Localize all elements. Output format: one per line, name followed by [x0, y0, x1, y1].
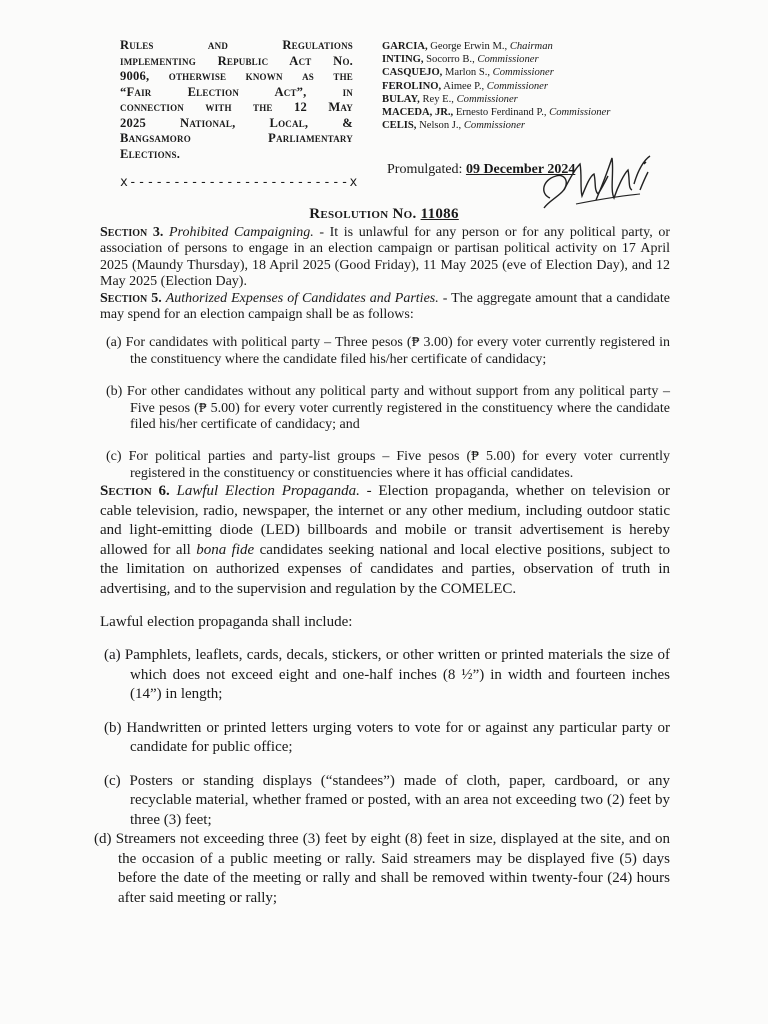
lawful-propaganda-intro: Lawful election propaganda shall include: — [100, 614, 353, 631]
section-5-paragraph: Section 5. Authorized Expenses of Candidates and Parties. - The aggregate amount that a candidate may spend for an election campaign shall be as follows: — [100, 290, 670, 323]
section-5-item-b: (b) For other candidates without any political party and without support from any political party – Five pesos (₱ 5.00) for every voter currently registered in the constituency where the candidate filed his/her certificate of candidacy; and — [106, 384, 670, 433]
title-line: 9006, otherwise known as the — [120, 69, 353, 83]
title-separator: x-------------------------x — [120, 175, 359, 190]
resolution-number: 11086 — [420, 206, 459, 222]
title-line: Rules and Regulations — [120, 38, 353, 52]
section-6-item-a: (a) Pamphlets, leaflets, cards, decals, stickers, or other written or printed materials the size of which does not exceed eight and one-half inches (8 ½”) in width and fourteen inches (14”) in length; — [104, 647, 670, 703]
resolution-heading — [0, 206, 768, 223]
section-6-item-b: (b) Handwritten or printed letters urging voters to vote for or against any particular party or candidate for public office; — [104, 719, 670, 756]
promulgated-date: 09 December 2024 — [465, 162, 576, 177]
commissioner-entry: MACEDA, JR., Ernesto Ferdinand P., Commissioner — [382, 107, 611, 119]
section-6-item-d: (d) Streamers not exceeding three (3) feet by eight (8) feet in size, displayed at the site, and on the occasion of a public meeting or rally. Said streamers may be displayed five (5) days before the date of the meeting or rally and shall be removed within twenty-four (24) hours after said meeting or rally; — [94, 831, 670, 906]
section-6-paragraph: Section 6. Lawful Election Propaganda. - Election propaganda, whether on television or cable television, radio, newspaper, the internet or any other medium, including outdoor static and light-emitting diode (LED) billboards and mobile or transit advertisement is hereby allowed for all bona fide candidates seeking national and local elective positions, subject to the limitation on authorized expenses of candidates and parties, observation of truth in advertising, and to the supervision and regulation by the COMELEC. — [100, 483, 671, 597]
title-line: 2025 National, Local, & — [120, 115, 353, 130]
commissioner-entry: CASQUEJO, Marlon S., Commissioner — [382, 67, 554, 79]
section-3-paragraph: Section 3. Prohibited Campaigning. - It is unlawful for any person or for any political party, or association of persons to engage in an election campaign or partisan political activity on 17 April 2025 (Maundy Thursday), 18 April 2025 (Good Friday), 11 May 2025 (eve of Election Day), and 12 May 2025 (Election Day). — [100, 225, 671, 290]
section-5-item-c: (c) For political parties and party-list groups – Five pesos (₱ 5.00) for every voter currently registered in the constituency or constituencies where it has official candidates. — [106, 449, 670, 481]
commissioner-entry: GARCIA, George Erwin M., Chairman — [382, 41, 553, 52]
promulgated-label: Promulgated: — [387, 162, 466, 177]
title-line: Bangsamoro Parliamentary — [120, 131, 353, 145]
document-title-block — [120, 38, 353, 162]
commissioners-list — [382, 40, 712, 132]
section-5-item-a: (a) For candidates with political party – Three pesos (₱ 3.00) for every voter currently registered in the constituency where the candidate filed his/her certificate of candidacy; — [106, 335, 670, 367]
signature-icon — [536, 150, 666, 214]
title-line: “Fair Election Act”, in — [120, 84, 353, 99]
commissioner-entry: INTING, Socorro B., Commissioner — [382, 54, 539, 66]
commissioner-entry: BULAY, Rey E., Commissioner — [382, 93, 518, 105]
document-body — [94, 225, 671, 908]
title-line: connection with the 12 May — [120, 100, 353, 114]
title-line: Elections. — [120, 146, 181, 161]
resolution-label: Resolution No. — [309, 206, 421, 222]
commissioner-entry: FEROLINO, Aimee P., Commissioner — [382, 80, 548, 92]
title-line: implementing Republic Act No. — [120, 53, 353, 68]
commissioner-entry: CELIS, Nelson J., Commissioner — [382, 120, 526, 132]
section-6-item-c: (c) Posters or standing displays (“standees”) made of cloth, paper, cardboard, or any recyclable material, whether framed or posted, with an area not exceeding two (2) feet by three (3) feet; — [104, 772, 670, 828]
